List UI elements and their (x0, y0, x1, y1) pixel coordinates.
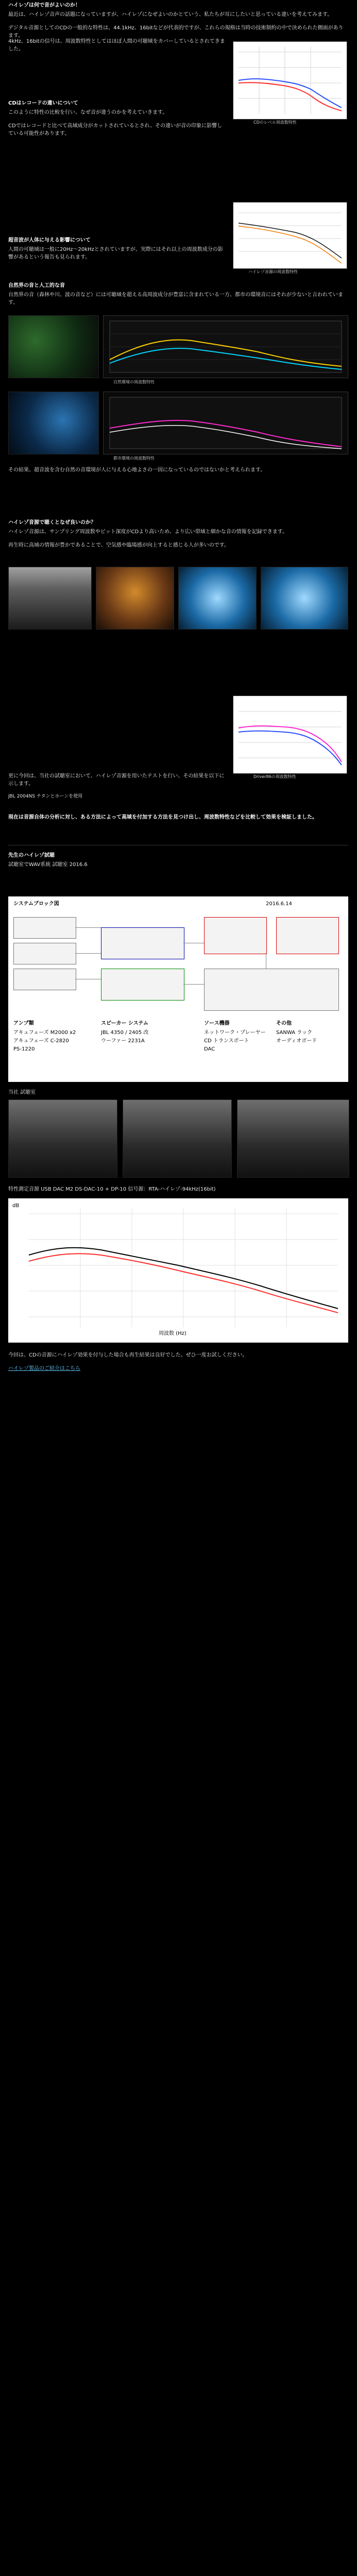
source-item-3: DAC (204, 1046, 215, 1052)
component-source-1 (13, 917, 76, 939)
paragraph-ultrasound: 人間の可聴域は一般に20Hz～20kHzとされていますが、実際にはそれ以上の周波数成分の影響があるという報告も見られます。 (8, 247, 223, 260)
wire (75, 953, 101, 954)
component-speakers (204, 969, 339, 1011)
cd-frequency-caption: CDのレベル周波数特性 (253, 120, 297, 125)
other-item-2: オーディオボード (276, 1038, 317, 1044)
room-photo-1 (8, 1099, 117, 1178)
listener-photo (8, 567, 92, 630)
hires-frequency-caption: ハイレゾ音源の周波数特性 (248, 269, 298, 274)
spectrum-panel (8, 1198, 348, 1343)
cd-frequency-chart-svg (233, 42, 347, 119)
spectrum-xlabel: 周波数 (Hz) (159, 1331, 186, 1336)
amp-heading: アンプ類 (13, 1021, 34, 1026)
driver-caption: Driver86の周波数特性 (253, 774, 296, 779)
city-spectrum-figure (103, 392, 348, 454)
speaker-heading: スピーカー システム (101, 1021, 148, 1026)
room-photo-2 (123, 1099, 232, 1178)
room-title: 試聴室でWAV系統 試聴室 2016.6 (8, 862, 88, 868)
nature-spectrum-svg (104, 316, 348, 378)
section-ultrasound: 超音波が人体に与える影響について (8, 238, 91, 243)
page-title: ハイレゾは何で音がよいのか！ (8, 3, 80, 8)
other-item-1: SANWA ラック (276, 1030, 313, 1036)
paragraph-natural-sound: 自然界の音（森林や川、波の音など）には可聴域を超える高周波成分が豊富に含まれている一方、都市の環境音にはそれが少ないと言われています。 (8, 292, 343, 306)
source-heading: ソース機器 (204, 1021, 230, 1026)
component-preamp (101, 969, 184, 1001)
brain-photo-2 (178, 567, 257, 630)
city-spectrum-caption: 都市環境の周波数特性 (113, 456, 155, 461)
amp-item-3: PS-1220 (13, 1046, 35, 1052)
amp-item-1: アキュフェーズ M2000 x2 (13, 1030, 76, 1036)
paragraph-test: 更に今回は、当社の試聴室において、ハイレゾ音源を用いたテストを行い、その結果を以下に示します。 (8, 773, 225, 787)
paragraph-nature-effect: その結果、超音波を含む自然の音環境が人に与える心地よさの一因になっているのではないかと考えられます。 (8, 467, 266, 473)
speaker-item-1: JBL 4350 / 2405 改 (101, 1030, 149, 1036)
component-dac (101, 927, 184, 959)
system-diagram-date: 2016.6.14 (266, 901, 292, 907)
paragraph-hires-1: ハイレゾ音源は、サンプリング周波数やビット深度がCDより高いため、より広い帯域と細かな音の情報を記録できます。 (8, 529, 287, 535)
city-spectrum-svg (104, 392, 348, 454)
speaker-item-2: ウーファー 2231A (101, 1038, 145, 1044)
component-power-amp-right (276, 917, 339, 954)
paragraph-hires-2: 再生時に高域の情報が豊かであることで、空気感や臨場感が向上すると感じる人が多いのです。 (8, 543, 229, 548)
wire (75, 927, 101, 928)
source-item-1: ネットワーク・プレーヤー (204, 1030, 266, 1036)
section-natural-sound: 自然界の音と人工的な音 (8, 283, 65, 289)
paragraph-intro: 最近は、ハイレゾ音声の話題になっていますが、ハイレゾになぜよいのかとていう、私たちが耳にしたいと思っている違いを考えてみます。 (8, 12, 333, 18)
hires-frequency-chart (233, 202, 347, 269)
room-photo-3 (237, 1099, 349, 1178)
jbl-note: JBL 2004NS チタンとホーンを使用 (8, 794, 83, 799)
section-listening-room: 先生のハイレゾ試聴 (8, 853, 55, 858)
forest-photo (8, 315, 99, 378)
system-diagram (8, 896, 348, 1082)
component-source-2 (13, 943, 76, 964)
component-source-3 (13, 969, 76, 990)
paragraph-cd-specs: デジタル音源としてのCDの一般的な特性は、44.1kHz、16bitなどが代表的ですが、これらの規格は当時の技術制約の中で決められた側面があります。 (8, 25, 344, 39)
cd-frequency-chart (233, 41, 347, 120)
paragraph-hearing-range: 4kHz、16bitの信号は、周波数特性としてはほぼ人間の可聴域をカバーしているとされてきました。 (8, 39, 225, 52)
city-photo (8, 392, 99, 454)
spectrum-ylabel: dB (12, 1203, 20, 1209)
important-notice: 現在は音源自体の分析に対し、ある方法によって高域を付加する方法を見つけ出し、周波数特性などを比較して効果を検証しました。 (8, 815, 317, 820)
footer-link[interactable]: ハイレゾ製品のご紹介はこちら (8, 1366, 80, 1371)
source-item-2: CD トランスポート (204, 1038, 249, 1044)
wire (183, 984, 204, 985)
spectrum-title: 特性測定音源 USB DAC M2 DS-DAC-10 + DP-10 信号源：RTA-ハイレゾ-94kHz(16bit) (8, 1187, 216, 1192)
nature-spectrum-figure (103, 315, 348, 378)
other-heading: その他 (276, 1021, 292, 1026)
brain-photo-1 (96, 567, 174, 630)
nature-spectrum-caption: 自然環境の周波数特性 (113, 380, 155, 384)
brain-photo-3 (261, 567, 348, 630)
paragraph-cd-vs-record-1: このように特性の比較を行い、なぜ音が違うのかを考えていきます。 (8, 110, 168, 115)
section-cd-vs-record: CDはレコードの違いについて (8, 100, 78, 106)
rooms-title: 当社 試聴室 (8, 1090, 36, 1095)
paragraph-cd-vs-record-2: CDではレコードと比べて高域成分がカットされているとされ、その違いが音の印象に影響している可能性があります。 (8, 123, 223, 137)
component-power-amp-left (204, 917, 267, 954)
footer-paragraph: 今回は、CDの音源にハイレゾ効果を付与した場合も再生結果は良好でした。ぜひ一度お試しください。 (8, 1352, 248, 1358)
spectrum-svg (8, 1198, 348, 1343)
amp-item-2: アキュフェーズ C-2820 (13, 1038, 69, 1044)
system-diagram-title: システムブロック図 (13, 901, 59, 907)
hires-frequency-chart-svg (233, 202, 347, 268)
driver-frequency-chart (233, 696, 347, 774)
driver-frequency-svg (233, 696, 347, 773)
section-hires-why: ハイレゾ音源で聴くとなぜ良いのか？ (8, 520, 96, 526)
